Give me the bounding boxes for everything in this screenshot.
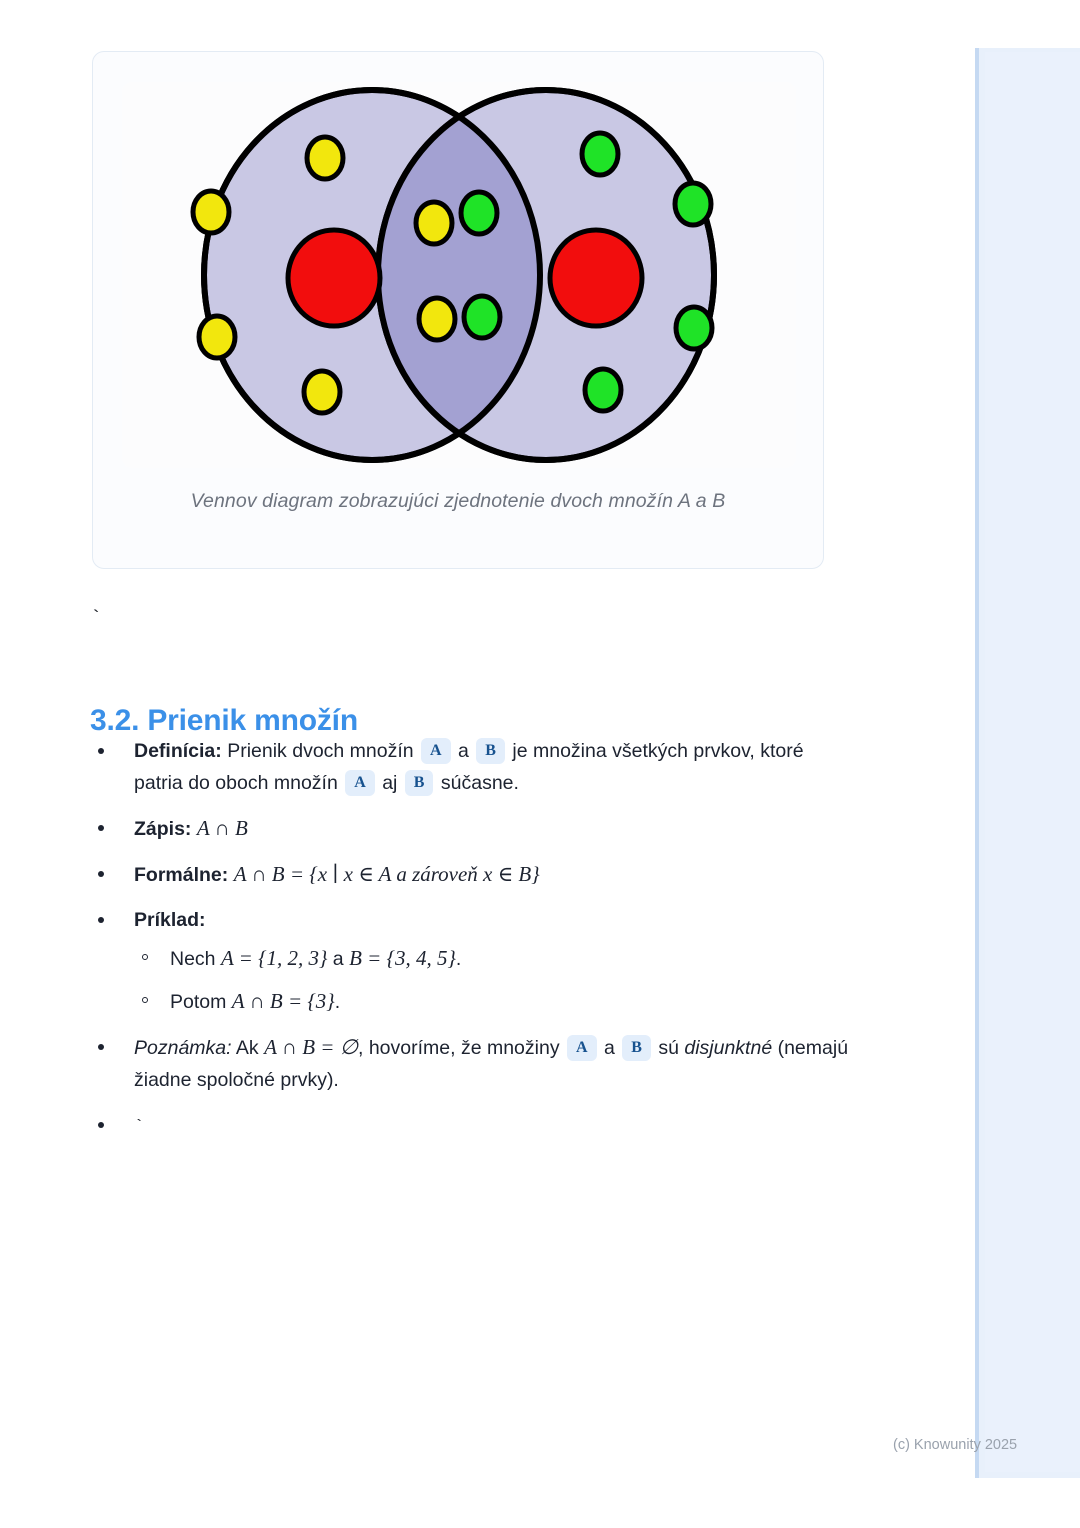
copyright-watermark: (c) Knowunity 2025 — [893, 1437, 1018, 1453]
note-text-2: , hovoríme, že množiny — [358, 1037, 565, 1059]
set-a-dot — [307, 137, 343, 179]
notation-math: A ∩ B — [196, 816, 248, 840]
right-side-panel-inner — [985, 52, 1080, 1472]
set-a-dot — [199, 316, 235, 358]
set-b-dot — [676, 307, 712, 349]
right-side-panel — [975, 48, 1080, 1478]
venn-diagram-svg — [122, 82, 796, 468]
definition-text-5: súčasne. — [435, 772, 519, 794]
figure-card — [92, 51, 824, 569]
set-a-dot — [304, 371, 340, 413]
set-a-badge: A — [345, 770, 375, 796]
formal-math-post: x ∈ B} — [483, 862, 540, 886]
set-a-dot — [193, 191, 229, 233]
content-body — [90, 735, 850, 1157]
bullet-definition — [90, 735, 850, 799]
bullet-note — [90, 1031, 850, 1096]
set-b-badge: B — [405, 770, 434, 796]
note-emphasis: disjunktné — [684, 1037, 773, 1059]
example-math-2: B = {3, 4, 5} — [349, 946, 456, 970]
formal-math-pre: A ∩ B = {x ∣ x ∈ A — [233, 862, 392, 886]
example-math-1: A = {1, 2, 3} — [220, 946, 328, 970]
example-text-mid: a — [327, 948, 350, 970]
notation-lead: Zápis: — [134, 818, 192, 840]
trailing-backtick: ` — [134, 1118, 145, 1137]
definition-text-1: Prienik dvoch množín — [221, 740, 420, 762]
formal-math-mid: a zároveň — [391, 862, 484, 886]
venn-diagram-image — [122, 82, 796, 468]
intersection-dot-yellow — [419, 298, 455, 340]
set-b-badge: B — [622, 1035, 651, 1061]
bullet-trailing-tick — [90, 1109, 850, 1144]
intersection-dot-yellow — [416, 202, 452, 244]
main-bullet-list — [90, 735, 850, 1144]
example-item — [134, 985, 850, 1018]
note-text-1: Ak — [231, 1037, 265, 1059]
set-b-badge: B — [476, 738, 505, 764]
note-text-3: a — [598, 1037, 621, 1059]
set-a-badge: A — [421, 738, 451, 764]
set-b-dot — [675, 183, 711, 225]
example-math-1: A ∩ B = {3} — [231, 989, 335, 1013]
example-text-post: . — [334, 991, 341, 1013]
figure-caption: Vennov diagram zobrazujúci zjednotenie dvoch množín A a B — [190, 490, 726, 512]
section-heading: 3.2. Prienik množín — [90, 703, 358, 737]
bullet-formal — [90, 858, 850, 891]
definition-lead: Definícia: — [134, 740, 222, 762]
definition-text-4: aj — [376, 772, 403, 794]
example-text-pre: Potom — [170, 991, 232, 1013]
set-b-big-dot — [550, 230, 642, 326]
example-text-pre: Nech — [170, 948, 221, 970]
intersection-dot-green — [461, 192, 497, 234]
stray-backtick: ` — [90, 608, 103, 631]
intersection-dot-green — [464, 296, 500, 338]
example-lead: Príklad: — [134, 909, 206, 931]
set-a-badge: A — [567, 1035, 597, 1061]
definition-text-3: je množina všetkých prvkov, ktoré patria do oboch množín — [134, 740, 804, 794]
note-math: A ∩ B = ∅ — [264, 1035, 358, 1059]
example-sub-list — [134, 942, 850, 1018]
example-item — [134, 942, 850, 975]
bullet-notation — [90, 812, 850, 845]
set-b-dot — [585, 369, 621, 411]
formal-lead: Formálne: — [134, 864, 229, 886]
note-text-4: sú — [652, 1037, 685, 1059]
set-b-dot — [582, 133, 618, 175]
set-a-big-dot — [288, 230, 380, 326]
note-lead: Poznámka: — [134, 1037, 232, 1059]
definition-text-2: a — [452, 740, 475, 762]
bullet-example — [90, 904, 850, 1018]
example-text-post: . — [455, 948, 462, 970]
note-text-5: (nemajú žiadne spoločné prvky). — [134, 1037, 849, 1091]
